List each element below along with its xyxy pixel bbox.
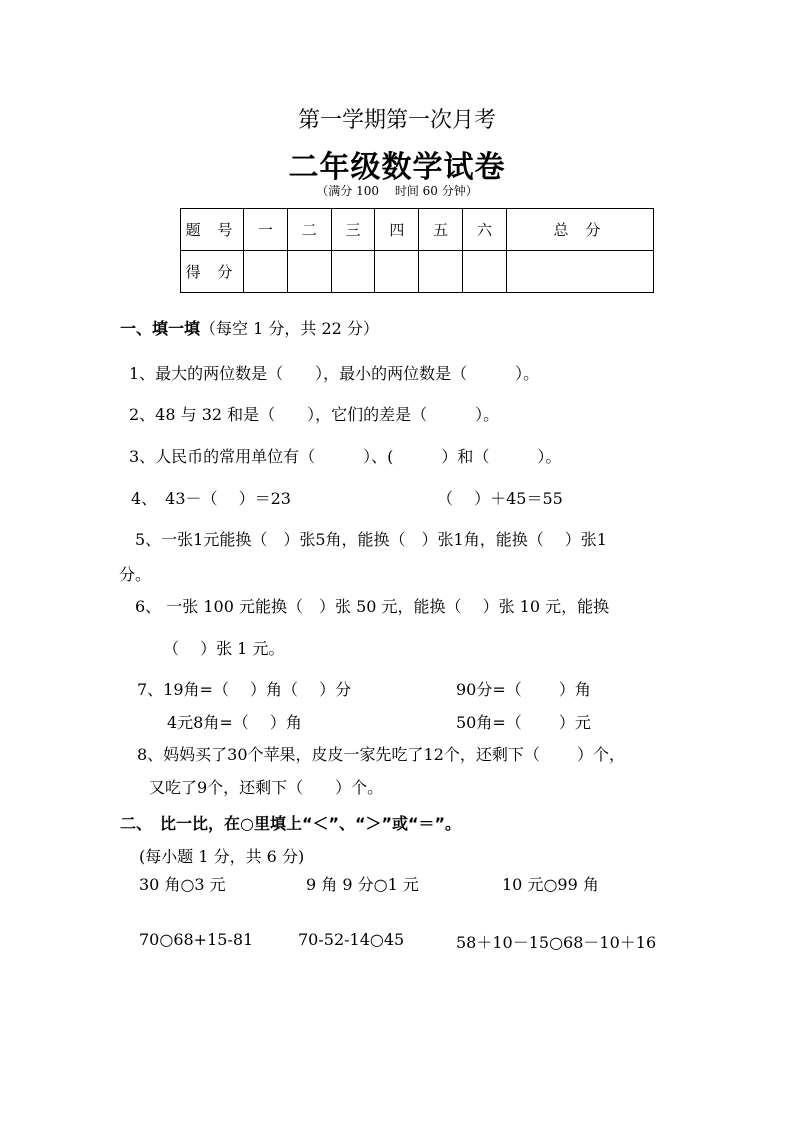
exam-title: 二年级数学试卷 <box>288 150 506 185</box>
question-7b: 90分=（ ）角 <box>456 680 591 699</box>
question-4b: （ ）＋45＝55 <box>437 489 563 508</box>
exam-subtitle: （满分 100 时间 60 分钟） <box>316 184 478 198</box>
compare-item: 70○68+15-81 <box>139 930 254 949</box>
question-5: 5、一张1元能换（ ）张5角，能换（ ）张1角，能换（ ）张1 <box>135 530 607 549</box>
question-6-cont: （ ）张 1 元。 <box>163 639 285 658</box>
compare-item: 9 角 9 分○1 元 <box>306 875 419 894</box>
score-table-cell: 一 <box>244 209 288 251</box>
exam-header-title: 第一学期第一次月考 <box>297 108 496 133</box>
question-5-cont: 分。 <box>119 565 152 584</box>
score-entry-cell[interactable] <box>419 251 463 293</box>
question-7d: 50角=（ ）元 <box>456 713 591 732</box>
score-entry-cell[interactable] <box>331 251 375 293</box>
score-entry-cell[interactable] <box>244 251 288 293</box>
compare-item: 30 角○3 元 <box>139 875 226 894</box>
section2-heading: 二、 比一比，在○里填上“＜”、“＞”或“＝”。 <box>120 814 462 833</box>
question-6: 6、 一张 100 元能换（ ）张 50 元，能换（ ）张 10 元，能换 <box>135 597 610 616</box>
score-table-cell: 总 分 <box>506 209 653 251</box>
score-table-cell: 五 <box>419 209 463 251</box>
question-7c: 4元8角=（ ）角 <box>167 713 302 732</box>
score-table-header-row <box>181 209 654 251</box>
question-8-cont: 又吃了9个，还剩下（ ）个。 <box>149 778 384 797</box>
compare-item: 70-52-14○45 <box>298 930 405 949</box>
score-entry-cell[interactable] <box>463 251 507 293</box>
question-1: 1、最大的两位数是（ ），最小的两位数是（ ）。 <box>129 364 540 383</box>
score-table-cell: 得 分 <box>181 251 244 293</box>
score-table-cell: 二 <box>287 209 331 251</box>
score-table-score-row <box>181 251 654 293</box>
compare-item: 58＋10－15○68－10＋16 <box>456 933 657 952</box>
score-table-cell: 三 <box>331 209 375 251</box>
score-table-cell: 题 号 <box>181 209 244 251</box>
question-2: 2、48 与 32 和是（ ），它们的差是（ ）。 <box>129 405 500 424</box>
section2-note: (每小题 1 分，共 6 分) <box>139 847 305 866</box>
compare-item: 10 元○99 角 <box>502 875 599 894</box>
question-4a: 4、 43－（ ）＝23 <box>131 489 291 508</box>
score-entry-cell[interactable] <box>506 251 653 293</box>
question-3: 3、人民币的常用单位有（ ）、( ）和（ ）。 <box>129 447 562 466</box>
score-entry-cell[interactable] <box>287 251 331 293</box>
question-8: 8、妈妈买了30个苹果，皮皮一家先吃了12个，还剩下（ ）个， <box>137 745 625 764</box>
score-table-cell: 四 <box>375 209 419 251</box>
score-table <box>180 208 654 293</box>
score-table-cell: 六 <box>463 209 507 251</box>
question-7a: 7、19角=（ ）角（ ）分 <box>137 680 352 699</box>
score-entry-cell[interactable] <box>375 251 419 293</box>
section1-heading: 一、填一填 <box>120 319 201 338</box>
section1-heading-line <box>120 316 379 339</box>
section1-note: （每空 1 分，共 22 分） <box>200 319 379 338</box>
